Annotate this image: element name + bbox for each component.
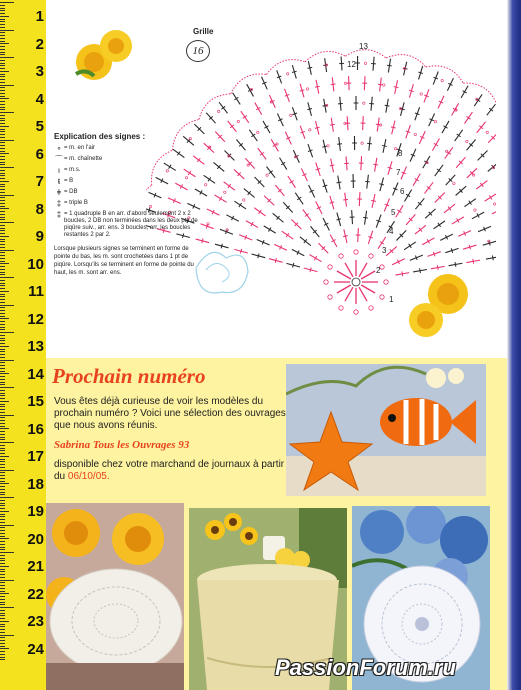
legend-item (54, 178, 204, 186)
ruler-number: 13 (27, 338, 44, 355)
row-number: 3 (382, 246, 387, 255)
prochain-numero-section (46, 358, 507, 690)
watermark: PassionForum.ru (275, 655, 456, 680)
row-number: 5 (391, 208, 396, 217)
ruler-number: 1 (35, 8, 44, 25)
legend-text: = B (64, 178, 74, 184)
ruler-number: 18 (27, 475, 44, 493)
measuring-ruler (0, 0, 47, 690)
legend-item (54, 156, 204, 164)
row-number: 2 (376, 266, 381, 275)
ruler-number: 17 (27, 448, 44, 465)
grille-label: Grille (193, 27, 214, 36)
ruler-number: 3 (35, 63, 44, 80)
ruler-number: 8 (35, 200, 44, 218)
legend-item (54, 211, 204, 239)
row-number: 12 (347, 60, 356, 69)
double-treble-symbol-icon: ǂ (56, 188, 62, 197)
ruler-number: 2 (35, 35, 44, 53)
crochet-motif-sketch (186, 238, 256, 300)
availability-text (54, 459, 294, 483)
legend-item (54, 189, 204, 197)
legend-text: = m. en l'air (64, 145, 95, 151)
legend-note: Lorsque plusieurs signes se terminent en forme de pointe du bas, les m. sont crochetées dans 1 pt de piqûre. Lorsqu'ils se terminent en forme de pointe du haut, les m. sont arr. ens. (54, 246, 194, 276)
ruler-number: 20 (27, 530, 44, 548)
section-title: Prochain numéro (52, 364, 206, 388)
single-crochet-symbol-icon: ı (57, 166, 61, 175)
legend-text: = DB (64, 189, 78, 195)
ruler-number: 7 (35, 173, 44, 190)
chain-symbol-icon: ∘ (56, 144, 62, 153)
ruler-number: 6 (35, 145, 44, 163)
pattern-section (46, 0, 507, 358)
ruler-number: 16 (27, 420, 44, 438)
release-date: 06/10/05. (67, 471, 110, 482)
legend-text: = m. chaînette (64, 156, 103, 162)
intro-text: Vous êtes déjà curieuse de voir les modèles du prochain numéro ? Voici une sélection des ouvrages que nous avons réunis. (54, 396, 286, 431)
ruler-number: 5 (35, 118, 44, 135)
row-number: 7 (396, 168, 401, 177)
magazine-title: Sabrina Tous les Ouvrages 93 (54, 439, 190, 451)
slip-stitch-symbol-icon: ⌒ (55, 155, 63, 164)
doily-roses-photo (46, 503, 184, 690)
legend-text: = triple B (64, 200, 88, 206)
book-edge (507, 0, 521, 690)
ruler-number: 19 (27, 503, 44, 520)
row-number: 6 (400, 187, 405, 196)
legend-item (54, 167, 204, 175)
row-number: 13 (359, 42, 368, 51)
legend-title: Explication des signes : (54, 132, 146, 141)
ruler-number: 24 (27, 640, 44, 658)
ruler-number: 10 (27, 255, 44, 273)
treble-symbol-icon: ŧ (57, 177, 61, 186)
ruler-number: 15 (27, 393, 44, 410)
ruler-number: 21 (27, 558, 44, 575)
ruler-number: 4 (35, 90, 44, 108)
ruler-number: 14 (27, 365, 44, 383)
triple-treble-symbol-icon: ‡ (56, 199, 62, 208)
row-number: 1 (389, 295, 394, 304)
center-motif (324, 250, 388, 314)
ruler-number: 12 (27, 310, 44, 328)
yellow-rose-image (402, 270, 480, 342)
quadruple-treble-symbol-icon: ‡ (56, 210, 62, 219)
ruler-number: 9 (35, 228, 44, 245)
availability-label: disponible chez votre marchand de journaux à partir du (54, 459, 285, 482)
row-number: 4 (389, 227, 394, 236)
ruler-number: 22 (27, 585, 44, 603)
yellow-rose-image (66, 24, 138, 86)
row-number: 8 (398, 149, 403, 158)
fish-star-photo (286, 364, 486, 496)
legend-item (54, 145, 204, 153)
legend (54, 132, 204, 277)
ruler-number: 23 (27, 613, 44, 630)
ruler-number: 11 (28, 283, 44, 300)
legend-items (54, 145, 204, 239)
legend-text: = m.s. (64, 167, 81, 173)
legend-text: = 1 quadruple B en arr. d'abord seulement 2 x 2 boucles, 2 DB non terminées dans les deux pts de piqûre suiv., arr. ens. 3 boucles, arr. les boucles restantes 2 par 2. (64, 211, 198, 238)
grille-number: 16 (186, 40, 210, 62)
legend-item (54, 200, 204, 208)
